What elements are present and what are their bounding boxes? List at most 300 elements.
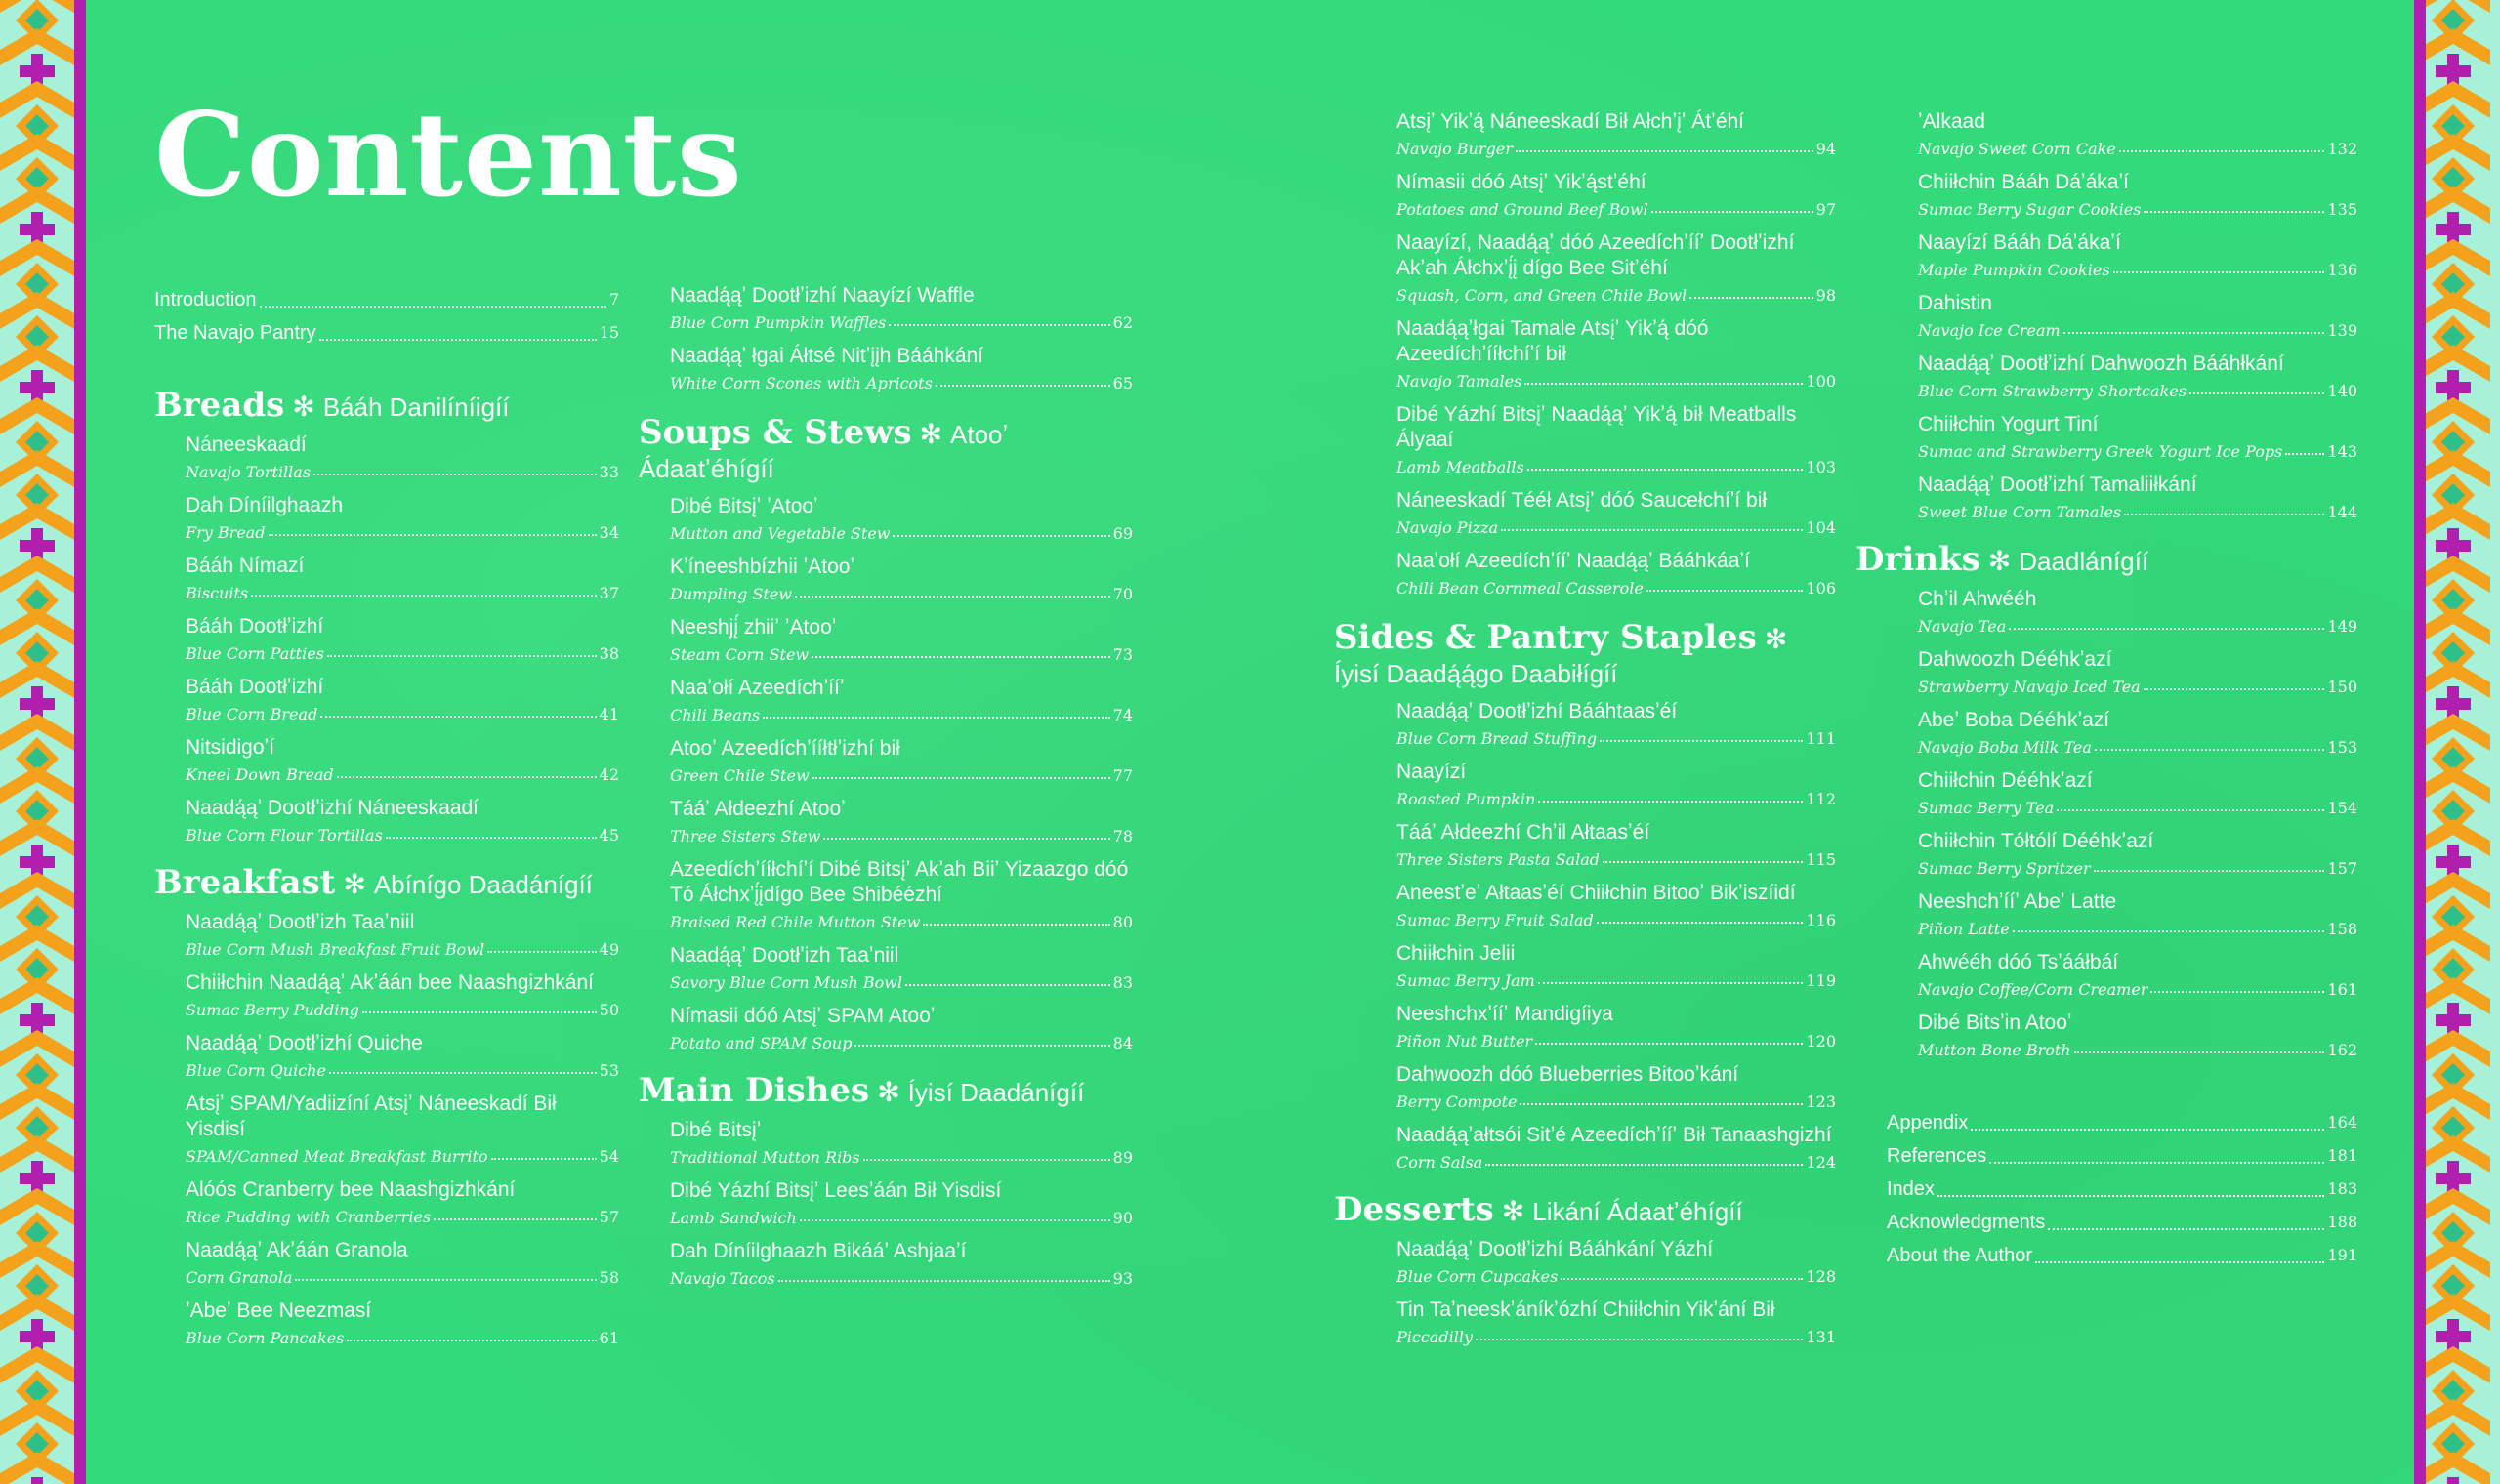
dot-leader (1538, 801, 1803, 803)
page-number: 123 (1806, 1092, 1836, 1111)
recipe-name-english: Sweet Blue Corn Tamales (1918, 503, 2122, 521)
dot-leader (863, 1159, 1110, 1161)
recipe-entry[interactable] (1918, 587, 2357, 636)
recipe-entry[interactable] (1918, 109, 2357, 158)
recipe-entry[interactable] (186, 433, 619, 481)
recipe-entry[interactable] (670, 1118, 1133, 1167)
recipe-name-navajo: Naadą́ąʼ Dootłʼizhí Quiche (186, 1032, 423, 1054)
page-number: 139 (2327, 321, 2357, 340)
recipe-subtitle-row (670, 762, 1133, 785)
recipe-entry[interactable] (670, 797, 1133, 845)
recipe-entry[interactable] (670, 857, 1133, 931)
recipe-entry[interactable] (1396, 402, 1836, 476)
recipe-subtitle-row (1396, 906, 1836, 929)
recipe-name-navajo: Bááh Dootłʼizhí (186, 615, 324, 638)
section-sides-pantry (1334, 618, 1836, 1172)
recipe-entry[interactable] (186, 1092, 619, 1166)
page-number: 41 (599, 705, 619, 723)
recipe-name-navajo: Chiiłchin Tółtólí Dééhkʼazí (1918, 830, 2154, 852)
page-number: 83 (1112, 973, 1133, 992)
dot-leader (800, 1219, 1110, 1221)
recipe-subtitle-row (1396, 514, 1836, 537)
dot-leader (1520, 1103, 1803, 1105)
recipe-subtitle-row (1918, 854, 2357, 878)
recipe-subtitle-row (186, 639, 619, 663)
recipe-name-english: Biscuits (186, 584, 249, 602)
page-number: 106 (1806, 579, 1836, 598)
recipe-name-english: Corn Salsa (1396, 1153, 1483, 1172)
recipe-entry[interactable] (1396, 760, 1836, 808)
section-title-english: Desserts (1334, 1190, 1494, 1229)
recipe-name-english: Chili Beans (670, 706, 761, 724)
section-heading (639, 1071, 1133, 1110)
recipe-name-english: Roasted Pumpkin (1396, 790, 1536, 808)
page-number: 50 (599, 1001, 619, 1019)
recipe-entry[interactable] (670, 1239, 1133, 1288)
recipe-entry[interactable] (1396, 941, 1836, 990)
recipe-name-english: Corn Granola (186, 1268, 293, 1287)
toc-column-4 (1855, 109, 2357, 1272)
recipe-entry[interactable] (1396, 488, 1836, 537)
left-border-pattern-svg (0, 0, 84, 1484)
recipe-entry[interactable] (1918, 768, 2357, 817)
section-soups-stews (639, 413, 1133, 1052)
recipe-entry[interactable] (186, 675, 619, 723)
recipe-entry[interactable] (1918, 889, 2357, 938)
page-number: 164 (2327, 1113, 2357, 1132)
recipe-entry[interactable] (186, 1177, 619, 1226)
dot-leader (1938, 1195, 2325, 1197)
recipe-name-english: Navajo Sweet Corn Cake (1918, 140, 2116, 158)
recipe-entry[interactable] (670, 676, 1133, 724)
recipe-entry[interactable] (670, 615, 1133, 664)
section-entries (639, 494, 1133, 1052)
recipe-subtitle-row (186, 761, 619, 784)
dot-leader (1501, 529, 1803, 531)
dot-leader (2144, 688, 2325, 690)
dot-leader (889, 324, 1109, 326)
right-border-pattern (2416, 0, 2500, 1484)
recipe-subtitle-row (670, 1264, 1133, 1288)
recipe-subtitle-row (670, 519, 1133, 543)
recipe-name-english: Sumac Berry Spritzer (1918, 859, 2091, 878)
recipe-name-english: Blue Corn Pancakes (186, 1329, 345, 1347)
dot-leader (1597, 922, 1804, 924)
dot-leader (2013, 930, 2325, 932)
recipe-name-navajo: Naaʼołí Azeedíchʼííʼ Naadą́ąʼ Bááhkáaʼí (1396, 550, 1750, 572)
recipe-subtitle-row (1396, 135, 1836, 158)
dot-leader (491, 1158, 597, 1160)
recipe-name-english: Three Sisters Pasta Salad (1396, 850, 1601, 869)
dot-leader (1989, 1162, 2324, 1164)
dot-leader (1535, 1043, 1803, 1045)
page-number: 73 (1112, 645, 1133, 664)
page-number: 143 (2327, 442, 2357, 461)
recipe-subtitle-row (670, 1143, 1133, 1167)
page-number: 154 (2327, 799, 2357, 817)
page-number: 131 (1806, 1328, 1836, 1346)
dot-leader (251, 595, 597, 597)
recipe-subtitle-row (670, 969, 1133, 992)
recipe-entry[interactable] (186, 1298, 619, 1347)
right-border-stripe (2414, 0, 2426, 1484)
page-number: 77 (1112, 766, 1133, 785)
section-entries (154, 433, 619, 845)
recipe-name-english: Piñon Nut Butter (1396, 1032, 1533, 1051)
toc-column-2 (639, 283, 1133, 1299)
recipe-name-english: Mutton Bone Broth (1918, 1041, 2071, 1059)
recipe-name-navajo: Abeʼ Boba Dééhkʼazí (1918, 709, 2110, 731)
star-icon: ✻ (1764, 624, 1788, 654)
recipe-name-english: Blue Corn Cupcakes (1396, 1267, 1559, 1286)
section-entries (154, 910, 619, 1347)
toc-item-label: About the Author (1887, 1245, 2033, 1266)
section-heading (1855, 540, 2357, 579)
section-breakfast-continued (670, 283, 1133, 392)
section-title-navajo: Íyisí Daadą́ą́go Daabiłígíí (1334, 659, 1618, 688)
page-number: 74 (1112, 706, 1133, 724)
page-number: 149 (2327, 617, 2357, 636)
recipe-subtitle-row (670, 908, 1133, 931)
section-entries (1365, 109, 1836, 598)
recipe-subtitle-row (1396, 1148, 1836, 1172)
dot-leader (319, 339, 597, 341)
dot-leader (327, 655, 597, 657)
toc-item-about-author[interactable] (1887, 1239, 2357, 1272)
dot-leader (763, 717, 1109, 719)
recipe-subtitle-row (1396, 1027, 1836, 1051)
recipe-name-english: White Corn Scones with Apricots (670, 374, 933, 392)
page-number: 53 (599, 1061, 619, 1080)
recipe-name-english: Squash, Corn, and Green Chile Bowl (1396, 286, 1688, 305)
page-number: 34 (599, 523, 619, 542)
recipe-name-english: Blue Corn Mush Breakfast Fruit Bowl (186, 940, 485, 959)
recipe-entry[interactable] (1396, 1002, 1836, 1051)
page-number: 158 (2327, 920, 2357, 938)
page-number: 111 (1806, 729, 1836, 748)
recipe-subtitle-row (186, 996, 619, 1019)
dot-leader (2095, 749, 2325, 751)
recipe-entry[interactable] (1396, 1123, 1836, 1172)
recipe-entry[interactable] (1918, 473, 2357, 521)
recipe-name-navajo: Naadą́ąʼ Dootłʼizhí Bááhkání Yázhí (1396, 1238, 1714, 1260)
page-number: 94 (1815, 140, 1836, 158)
recipe-name-navajo: Ahwééh dóó Tsʼááłbáí (1918, 951, 2119, 973)
page-number: 128 (1806, 1267, 1836, 1286)
toc-item-label: Index (1887, 1178, 1935, 1200)
recipe-name-navajo: Naadą́ąʼałtsói Sitʼé Azeedíchʼííʼ Bił Tanaashgizhí (1396, 1124, 1832, 1146)
section-breakfast (154, 863, 619, 1347)
recipe-name-navajo: Náneeskaadí (186, 433, 307, 456)
toc-item-appendix[interactable] (1887, 1106, 2357, 1139)
page-number: 161 (2327, 980, 2357, 999)
page-number: 100 (1806, 372, 1836, 391)
dot-leader (854, 1045, 1109, 1047)
recipe-entry[interactable] (186, 554, 619, 602)
recipe-name-navajo: Chiiłchin Bááh Dáʼákaʼí (1918, 171, 2129, 193)
recipe-subtitle-row (1918, 195, 2357, 219)
recipe-entry[interactable] (1918, 170, 2357, 219)
page-number: 119 (1806, 971, 1836, 990)
recipe-name-navajo: Chiiłchin Yogurt Tiní (1918, 413, 2099, 435)
dot-leader (795, 596, 1110, 598)
recipe-name-english: Navajo Tortillas (186, 463, 312, 481)
dot-leader (812, 777, 1110, 779)
page-number: 116 (1806, 911, 1836, 929)
recipe-subtitle-row (1396, 574, 1836, 598)
dot-leader (823, 838, 1109, 840)
recipe-name-navajo: Chiiłchin Dééhkʼazí (1918, 769, 2093, 792)
recipe-name-navajo: ʼAlkaad (1918, 110, 1985, 133)
page-number: 162 (2327, 1041, 2357, 1059)
recipe-entry[interactable] (186, 735, 619, 784)
recipe-name-english: Navajo Burger (1396, 140, 1513, 158)
toc-item-references[interactable] (1887, 1139, 2357, 1173)
recipe-name-english: Rice Pudding with Cranberries (186, 1208, 432, 1226)
recipe-name-english: Braised Red Chile Mutton Stew (670, 913, 921, 931)
star-icon: ✻ (292, 392, 315, 422)
page-number: 150 (2327, 678, 2357, 696)
dot-leader (893, 535, 1109, 537)
recipe-name-english: Savory Blue Corn Mush Bowl (670, 973, 903, 992)
recipe-entry[interactable] (186, 493, 619, 542)
recipe-name-navajo: Dahwoozh dóó Blueberries Bitooʼkání (1396, 1063, 1739, 1086)
recipe-entry[interactable] (186, 614, 619, 663)
recipe-name-english: Lamb Meatballs (1396, 458, 1524, 476)
border-cross (31, 1477, 43, 1484)
dot-leader (329, 1072, 597, 1074)
dot-leader (2285, 453, 2324, 455)
recipe-entry[interactable] (1918, 230, 2357, 279)
recipe-name-navajo: Chʼil Ahwééh (1918, 588, 2037, 610)
recipe-name-navajo: Kʼíneeshbízhii ʼAtooʼ (670, 556, 855, 578)
recipe-entry[interactable] (1396, 170, 1836, 219)
section-heading (1334, 618, 1836, 691)
dot-leader (778, 1280, 1110, 1282)
recipe-entry[interactable] (186, 970, 619, 1019)
recipe-entry[interactable] (1918, 647, 2357, 696)
page-number: 97 (1815, 200, 1836, 219)
recipe-entry[interactable] (1918, 412, 2357, 461)
recipe-entry[interactable] (1918, 351, 2357, 400)
recipe-entry[interactable] (670, 1178, 1133, 1227)
toc-item-acknowledgments[interactable] (1887, 1206, 2357, 1239)
recipe-entry[interactable] (1396, 1237, 1836, 1286)
page-number: 69 (1112, 524, 1133, 543)
dot-leader (1516, 150, 1813, 152)
page-number: 90 (1112, 1209, 1133, 1227)
recipe-entry[interactable] (1918, 950, 2357, 999)
page-number: 61 (599, 1329, 619, 1347)
recipe-name-english: Blue Corn Flour Tortillas (186, 826, 383, 845)
page-number: 78 (1112, 827, 1133, 845)
recipe-entry[interactable] (186, 1238, 619, 1287)
recipe-name-navajo: Atooʼ Azeedíchʼííłtłʼizhí bił (670, 737, 900, 760)
dot-leader (269, 534, 597, 536)
star-icon: ✻ (877, 1077, 900, 1107)
recipe-subtitle-row (1918, 612, 2357, 636)
toc-item-index[interactable] (1887, 1173, 2357, 1206)
page-number: 124 (1806, 1153, 1836, 1172)
recipe-entry[interactable] (186, 910, 619, 959)
recipe-name-navajo: Azeedíchʼííłchíʼí Dibé Bitsįʼ Akʼah Biiʼ Yizaazgo dóó Tó Áłchxʼį́įdígo Bee Shibéézhí (670, 858, 1129, 906)
section-title-english: Breakfast (154, 863, 336, 902)
dot-leader (905, 984, 1110, 986)
recipe-name-navajo: Neeshjį́ zhiiʼ ʼAtooʼ (670, 616, 837, 639)
recipe-entry[interactable] (670, 736, 1133, 785)
recipe-name-english: Blue Corn Bread (186, 705, 318, 723)
recipe-name-english: Sumac Berry Tea (1918, 799, 2055, 817)
section-title-navajo: Bááh Danilíníigíí (322, 392, 510, 422)
dot-leader (295, 1279, 596, 1281)
recipe-entry[interactable] (1396, 1062, 1836, 1111)
recipe-name-english: Navajo Ice Cream (1918, 321, 2061, 340)
recipe-entry[interactable] (670, 283, 1133, 332)
dot-leader (1561, 1278, 1803, 1280)
recipe-entry[interactable] (670, 344, 1133, 392)
dot-leader (1689, 297, 1812, 299)
page-number: 45 (599, 826, 619, 845)
page-number: 188 (2327, 1213, 2357, 1231)
recipe-name-english: SPAM/Canned Meat Breakfast Burrito (186, 1147, 488, 1166)
recipe-name-navajo: Atsįʼ Yikʼą́ Náneeskadí Bił Ałchʼįʼ Átʼéhí (1396, 110, 1745, 133)
dot-leader (1476, 1339, 1803, 1340)
recipe-name-navajo: Naadą́ąʼ Dootłʼizhí Tamaliiłkání (1918, 474, 2197, 496)
dot-leader (812, 656, 1110, 658)
recipe-name-navajo: Tááʼ Ałdeezhí Atooʼ (670, 798, 846, 820)
recipe-subtitle-row (1396, 1262, 1836, 1286)
recipe-name-navajo: Aneestʼeʼ Ałtaasʼéí Chiiłchin Bitooʼ Bikʼiszíidí (1396, 882, 1796, 904)
recipe-name-navajo: Neeshchxʼííʼ Mandigíiya (1396, 1003, 1613, 1025)
dot-leader (2189, 392, 2325, 394)
recipe-entry[interactable] (670, 494, 1133, 543)
recipe-entry[interactable] (1396, 699, 1836, 748)
recipe-entry[interactable] (1396, 230, 1836, 305)
star-icon: ✻ (919, 419, 943, 449)
recipe-name-navajo: Dibé Yázhí Bitsįʼ Naadą́ąʼ Yikʼą́ bił Meatballs Ályaaí (1396, 403, 1797, 451)
recipe-entry[interactable] (1918, 708, 2357, 757)
recipe-name-english: Green Chile Stew (670, 766, 810, 785)
recipe-subtitle-row (1918, 1036, 2357, 1059)
recipe-entry[interactable] (186, 1031, 619, 1080)
recipe-name-english: Fry Bread (186, 523, 266, 542)
recipe-name-navajo: Naadą́ąʼłgai Tamale Atsįʼ Yikʼą́ dóó Azeedíchʼííłchíʼí bił (1396, 317, 1709, 365)
recipe-name-english: Three Sisters Stew (670, 827, 821, 845)
recipe-subtitle-row (1396, 967, 1836, 990)
page-number: 136 (2327, 261, 2357, 279)
recipe-subtitle-row (1918, 794, 2357, 817)
dot-leader (923, 924, 1109, 926)
recipe-name-english: Sumac Berry Pudding (186, 1001, 359, 1019)
page-number: 37 (599, 584, 619, 602)
recipe-entry[interactable] (1918, 1010, 2357, 1059)
recipe-name-navajo: Neeshchʼííʼ Abeʼ Latte (1918, 890, 2117, 913)
recipe-name-english: Piccadilly (1396, 1328, 1473, 1346)
recipe-name-navajo: Naadą́ąʼ Dootłʼizhí Bááhtaasʼéí (1396, 700, 1678, 722)
recipe-entry[interactable] (1396, 1298, 1836, 1346)
recipe-name-navajo: Tin Taʼneeskʼáníkʼózhí Chiiłchin Yikʼání Bił (1396, 1298, 1775, 1321)
page-number: 181 (2327, 1146, 2357, 1165)
toc-item-label: Introduction (154, 289, 257, 310)
page-number: 65 (1112, 374, 1133, 392)
dot-leader (2094, 870, 2325, 872)
section-title-english: Drinks (1855, 540, 1980, 579)
recipe-name-navajo: Chiiłchin Jelii (1396, 942, 1516, 965)
toc-item-navajo-pantry[interactable] (154, 316, 619, 350)
dot-leader (362, 1011, 597, 1013)
back-matter-list (1887, 1106, 2357, 1272)
dot-leader (936, 385, 1110, 387)
recipe-name-navajo: Naadą́ąʼ Akʼáán Granola (186, 1239, 408, 1261)
recipe-entry[interactable] (1918, 291, 2357, 340)
dot-leader (487, 951, 597, 953)
recipe-name-navajo: Dibé Yázhí Bitsįʼ Leesʼáán Bił Yisdisí (670, 1179, 1002, 1202)
recipe-entry[interactable] (1396, 109, 1836, 158)
recipe-entry[interactable] (1396, 881, 1836, 929)
recipe-entry[interactable] (670, 1004, 1133, 1052)
recipe-entry[interactable] (1396, 549, 1836, 598)
dot-leader (1527, 469, 1804, 471)
dot-leader (260, 306, 606, 308)
recipe-subtitle-row (1918, 975, 2357, 999)
recipe-subtitle-row (670, 369, 1133, 392)
recipe-name-navajo: Bááh Dootłʼizhí (186, 676, 324, 698)
recipe-name-navajo: Bááh Nímazí (186, 555, 305, 577)
recipe-name-english: Piñon Latte (1918, 920, 2010, 938)
section-title-navajo: Likání Ádaatʼéhígíí (1532, 1197, 1743, 1226)
page-number: 38 (599, 644, 619, 663)
page-number: 80 (1112, 913, 1133, 931)
recipe-subtitle-row (1918, 135, 2357, 158)
recipe-entry[interactable] (1396, 316, 1836, 391)
section-main-dishes-continued (1365, 109, 1836, 598)
page-number: 135 (2327, 200, 2357, 219)
recipe-name-navajo: Naadą́ąʼ łgai Áłtsé Nitʼįįh Bááhkání (670, 345, 984, 367)
recipe-name-navajo: ʼAbeʼ Bee Neezmasí (186, 1299, 372, 1322)
recipe-name-navajo: Tááʼ Ałdeezhí Chʼil Ałtaasʼéí (1396, 821, 1650, 844)
recipe-entry[interactable] (1396, 820, 1836, 869)
recipe-entry[interactable] (186, 796, 619, 845)
recipe-name-english: Blue Corn Strawberry Shortcakes (1918, 382, 2187, 400)
page-number: 140 (2327, 382, 2357, 400)
page-number: 57 (599, 1208, 619, 1226)
page-number: 54 (599, 1147, 619, 1166)
recipe-entry[interactable] (670, 555, 1133, 603)
dot-leader (2119, 150, 2325, 152)
recipe-name-navajo: Alóós Cranberry bee Naashgizhkání (186, 1178, 516, 1201)
recipe-subtitle-row (1918, 377, 2357, 400)
toc-item-introduction[interactable] (154, 283, 619, 316)
page-number: 157 (2327, 859, 2357, 878)
recipe-name-english: Dumpling Stew (670, 585, 792, 603)
recipe-subtitle-row (1396, 367, 1836, 391)
recipe-name-navajo: Náneeskadí Tééł Atsįʼ dóó Saucełchíʼí bił (1396, 489, 1768, 512)
recipe-name-english: Sumac Berry Sugar Cookies (1918, 200, 2142, 219)
recipe-subtitle-row (186, 821, 619, 845)
recipe-subtitle-row (1918, 498, 2357, 521)
recipe-name-navajo: Naayízí, Naadą́ąʼ dóó Azeedíchʼííʼ Dootłʼizhí Akʼah Áłchxʼį́į dígo Bee Sitʼéhí (1396, 231, 1795, 279)
section-drinks (1855, 540, 2357, 1059)
recipe-entry[interactable] (670, 943, 1133, 992)
page-number: 115 (1806, 850, 1836, 869)
recipe-entry[interactable] (1918, 829, 2357, 878)
recipe-name-navajo: Nímasii dóó Atsįʼ Yikʼą́stʼéhí (1396, 171, 1646, 193)
dot-leader (2063, 332, 2325, 334)
dot-leader (2048, 1228, 2324, 1230)
recipe-subtitle-row (1396, 1323, 1836, 1346)
dot-leader (2057, 809, 2324, 811)
recipe-name-english: Maple Pumpkin Cookies (1918, 261, 2110, 279)
